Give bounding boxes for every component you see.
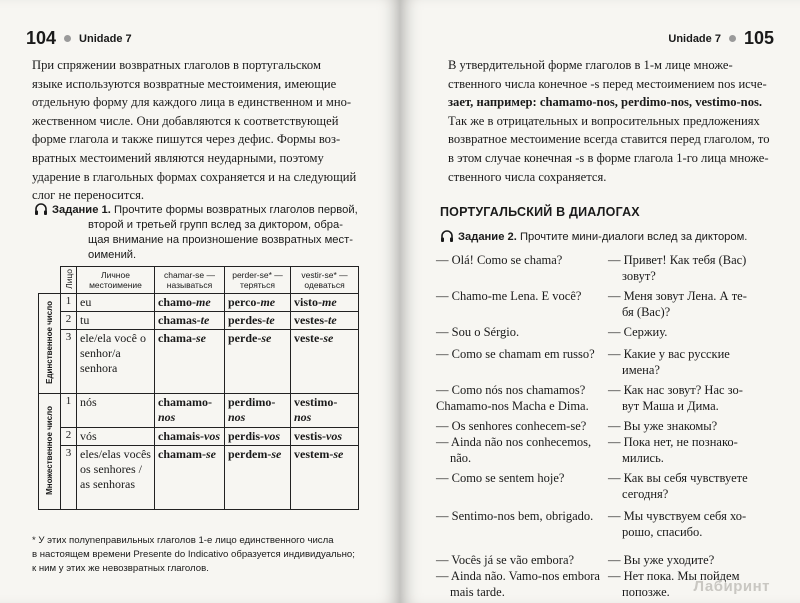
- dialog-russian: — Привет! Как тебя (Вас) зовут?: [608, 253, 747, 283]
- verb-cell: chamas-te: [155, 312, 225, 330]
- verb-cell: perdes-te: [225, 312, 291, 330]
- pronoun-cell: eles/elas vocês os senhores / as senhoras: [77, 446, 155, 510]
- person-number: 3: [61, 330, 77, 394]
- task-label: Задание 1.: [52, 204, 111, 216]
- section-title: ПОРТУГАЛЬСКИЙ В ДИАЛОГАХ: [440, 205, 640, 219]
- paragraph-line: ственного числа конечное -s перед местоимением nos исче-: [448, 76, 767, 91]
- intro-paragraph: [32, 56, 370, 205]
- table-row: [39, 428, 359, 446]
- table-row: [39, 446, 359, 510]
- verb-cell: perdis-vos: [225, 428, 291, 446]
- group-plural: Множественное число: [39, 394, 61, 510]
- dialog-pair: [436, 324, 776, 340]
- dialog-russian: — Меня зовут Лена. А те- бя (Вас)?: [608, 289, 747, 319]
- dialog-portuguese: — Sentimo-nos bem, obrigado.: [436, 509, 594, 523]
- task-text: Прочтите формы возвратных глаголов первой,: [113, 204, 358, 216]
- verb-cell: chama-se: [155, 330, 225, 394]
- verb-cell: chamais-vos: [155, 428, 225, 446]
- task-text: щая внимание на произношение возвратных мест-: [88, 234, 353, 246]
- header-vestir: vestir-se* — одеваться: [291, 267, 359, 294]
- paragraph-line: в этом случае конечная -s в форме глагола 1-го лица множе-: [448, 150, 769, 165]
- dialog-list: [436, 252, 776, 600]
- paragraph-line: ударение в глагольных формах сохраняется и на следующий: [32, 169, 357, 184]
- page-number: 104: [26, 28, 57, 48]
- paragraph-line: При спряжении возвратных глаголов в португальском: [32, 58, 321, 72]
- verb-cell: perde-se: [225, 330, 291, 394]
- page-number: 105: [743, 28, 774, 48]
- dialog-portuguese: — Sou o Sérgio.: [436, 325, 520, 339]
- paragraph-line: отдельную форму для каждого лица в единственном и мно-: [32, 95, 352, 110]
- dialog-russian: — Сержиу.: [608, 325, 668, 339]
- task-text: второй и третьей групп вслед за диктором, обра-: [88, 219, 343, 231]
- dialog-pair: [436, 382, 776, 414]
- task-1: [34, 203, 370, 263]
- header-chamar: chamar-se — называться: [155, 267, 225, 294]
- table-corner: [39, 267, 61, 294]
- dialog-russian: — Мы чувствуем себя хо- рошо, спасибо.: [608, 509, 747, 539]
- verb-cell: vestimo- nos: [291, 394, 359, 428]
- right-header: [668, 28, 774, 49]
- pronoun-cell: vós: [77, 428, 155, 446]
- person-number: 2: [61, 312, 77, 330]
- verb-cell: veste-se: [291, 330, 359, 394]
- pronoun-cell: ele/ela você o senhor/a senhora: [77, 330, 155, 394]
- dialog-portuguese: — Como nós nos chamamos? Chamamo-nos Macha e Dima.: [436, 383, 589, 413]
- task-text: Прочтите мини-диалоги вслед за диктором.: [519, 231, 748, 243]
- table-row: [39, 394, 359, 428]
- dialog-portuguese: — Os senhores conhecem-se? — Ainda não nos conhecemos, não.: [436, 419, 592, 465]
- pronoun-cell: nós: [77, 394, 155, 428]
- dialog-russian: — Вы уже уходите? — Нет пока. Мы пойдем попозже.: [608, 553, 740, 599]
- paragraph-line: слог не переносится.: [32, 188, 145, 203]
- footnote-line: в настоящем времени Presente do Indicativo образуется индивидуально;: [32, 549, 355, 560]
- header-dot: [729, 35, 736, 42]
- footnote: [32, 534, 372, 576]
- verb-cell: perco-me: [225, 294, 291, 312]
- task-label: Задание 2.: [458, 231, 517, 243]
- person-number: 2: [61, 428, 77, 446]
- verb-cell: vestis-vos: [291, 428, 359, 446]
- dialog-pair: [436, 508, 776, 540]
- dialog-pair: [436, 418, 776, 466]
- verb-cell: perdem-se: [225, 446, 291, 510]
- paragraph-line: В утвердительной форме глаголов в 1-м лице множе-: [448, 58, 733, 72]
- paragraph-line: Так же в отрицательных и вопросительных предложениях: [448, 113, 760, 128]
- dialog-russian: — Как вы себя чувствуете сегодня?: [608, 471, 748, 501]
- paragraph-line: языке используются возвратные местоимения, имеющие: [32, 76, 337, 91]
- table-row: [39, 294, 359, 312]
- dialog-portuguese: — Chamo-me Lena. E você?: [436, 289, 582, 303]
- verb-cell: chamo-me: [155, 294, 225, 312]
- paragraph-line: возвратное местоимение всегда ставится перед глаголом, то: [448, 132, 770, 147]
- header-face: Лицо: [61, 267, 77, 294]
- headphones-icon: [440, 230, 454, 243]
- header-dot: [64, 35, 71, 42]
- paragraph-line: зает, например: chamamo-nos, perdimo-nos, vestimo-nos.: [448, 95, 763, 110]
- left-header: [26, 28, 132, 49]
- verb-cell: visto-me: [291, 294, 359, 312]
- dialog-pair: [436, 288, 776, 320]
- dialog-portuguese: — Como se chamam em russo?: [436, 347, 595, 361]
- footnote-line: к ним у этих же невозвратных глаголов.: [32, 563, 209, 574]
- unit-label: Unidade 7: [668, 32, 721, 45]
- paragraph-line: вратных местоимений являются неударными, поэтому: [32, 150, 324, 165]
- verb-cell: vestes-te: [291, 312, 359, 330]
- group-singular: Единственное число: [39, 294, 61, 394]
- pronoun-cell: eu: [77, 294, 155, 312]
- footnote-line: * У этих полуnеправильных глаголов 1-е лицо единственного числа: [32, 535, 334, 546]
- dialog-russian: — Вы уже знакомы? — Пока нет, не познако- мились.: [608, 419, 738, 465]
- table-row: [39, 312, 359, 330]
- dialog-pair: [436, 252, 776, 284]
- verb-cell: perdimo- nos: [225, 394, 291, 428]
- table-header-row: [39, 267, 359, 294]
- pronoun-cell: tu: [77, 312, 155, 330]
- dialog-pair: [436, 470, 776, 502]
- verb-cell: chamam-se: [155, 446, 225, 510]
- paragraph-line: ственного числа сохраняется.: [448, 169, 607, 184]
- unit-label: Unidade 7: [79, 32, 132, 45]
- task-2: [440, 230, 760, 245]
- task-text: оимений.: [88, 249, 137, 261]
- dialog-portuguese: — Olá! Como se chama?: [436, 253, 563, 267]
- dialog-russian: — Какие у вас русские имена?: [608, 347, 730, 377]
- dialog-russian: — Как нас зовут? Нас зо- вут Маша и Дима.: [608, 383, 743, 413]
- dialog-pair: [436, 346, 776, 378]
- conjugation-table: [38, 266, 359, 510]
- paragraph-line: форме глагола и также пишутся через дефис. Формы воз-: [32, 132, 341, 147]
- person-number: 3: [61, 446, 77, 510]
- watermark-logo: Лабиринт: [693, 578, 770, 595]
- header-pronoun: Личное местоимение: [77, 267, 155, 294]
- person-number: 1: [61, 394, 77, 428]
- person-number: 1: [61, 294, 77, 312]
- headphones-icon: [34, 203, 48, 216]
- paragraph-line: жественном числе. Они добавляются к соответствующей: [32, 113, 339, 128]
- table-row: [39, 330, 359, 394]
- dialog-portuguese: — Vocês já se vão embora? — Ainda não. Vamo-nos embora mais tarde.: [436, 553, 600, 599]
- verb-cell: vestem-se: [291, 446, 359, 510]
- rule-paragraph: [448, 56, 770, 186]
- verb-cell: chamamo- nos: [155, 394, 225, 428]
- header-perder: perder-se* — теряться: [225, 267, 291, 294]
- dialog-portuguese: — Como se sentem hoje?: [436, 471, 565, 485]
